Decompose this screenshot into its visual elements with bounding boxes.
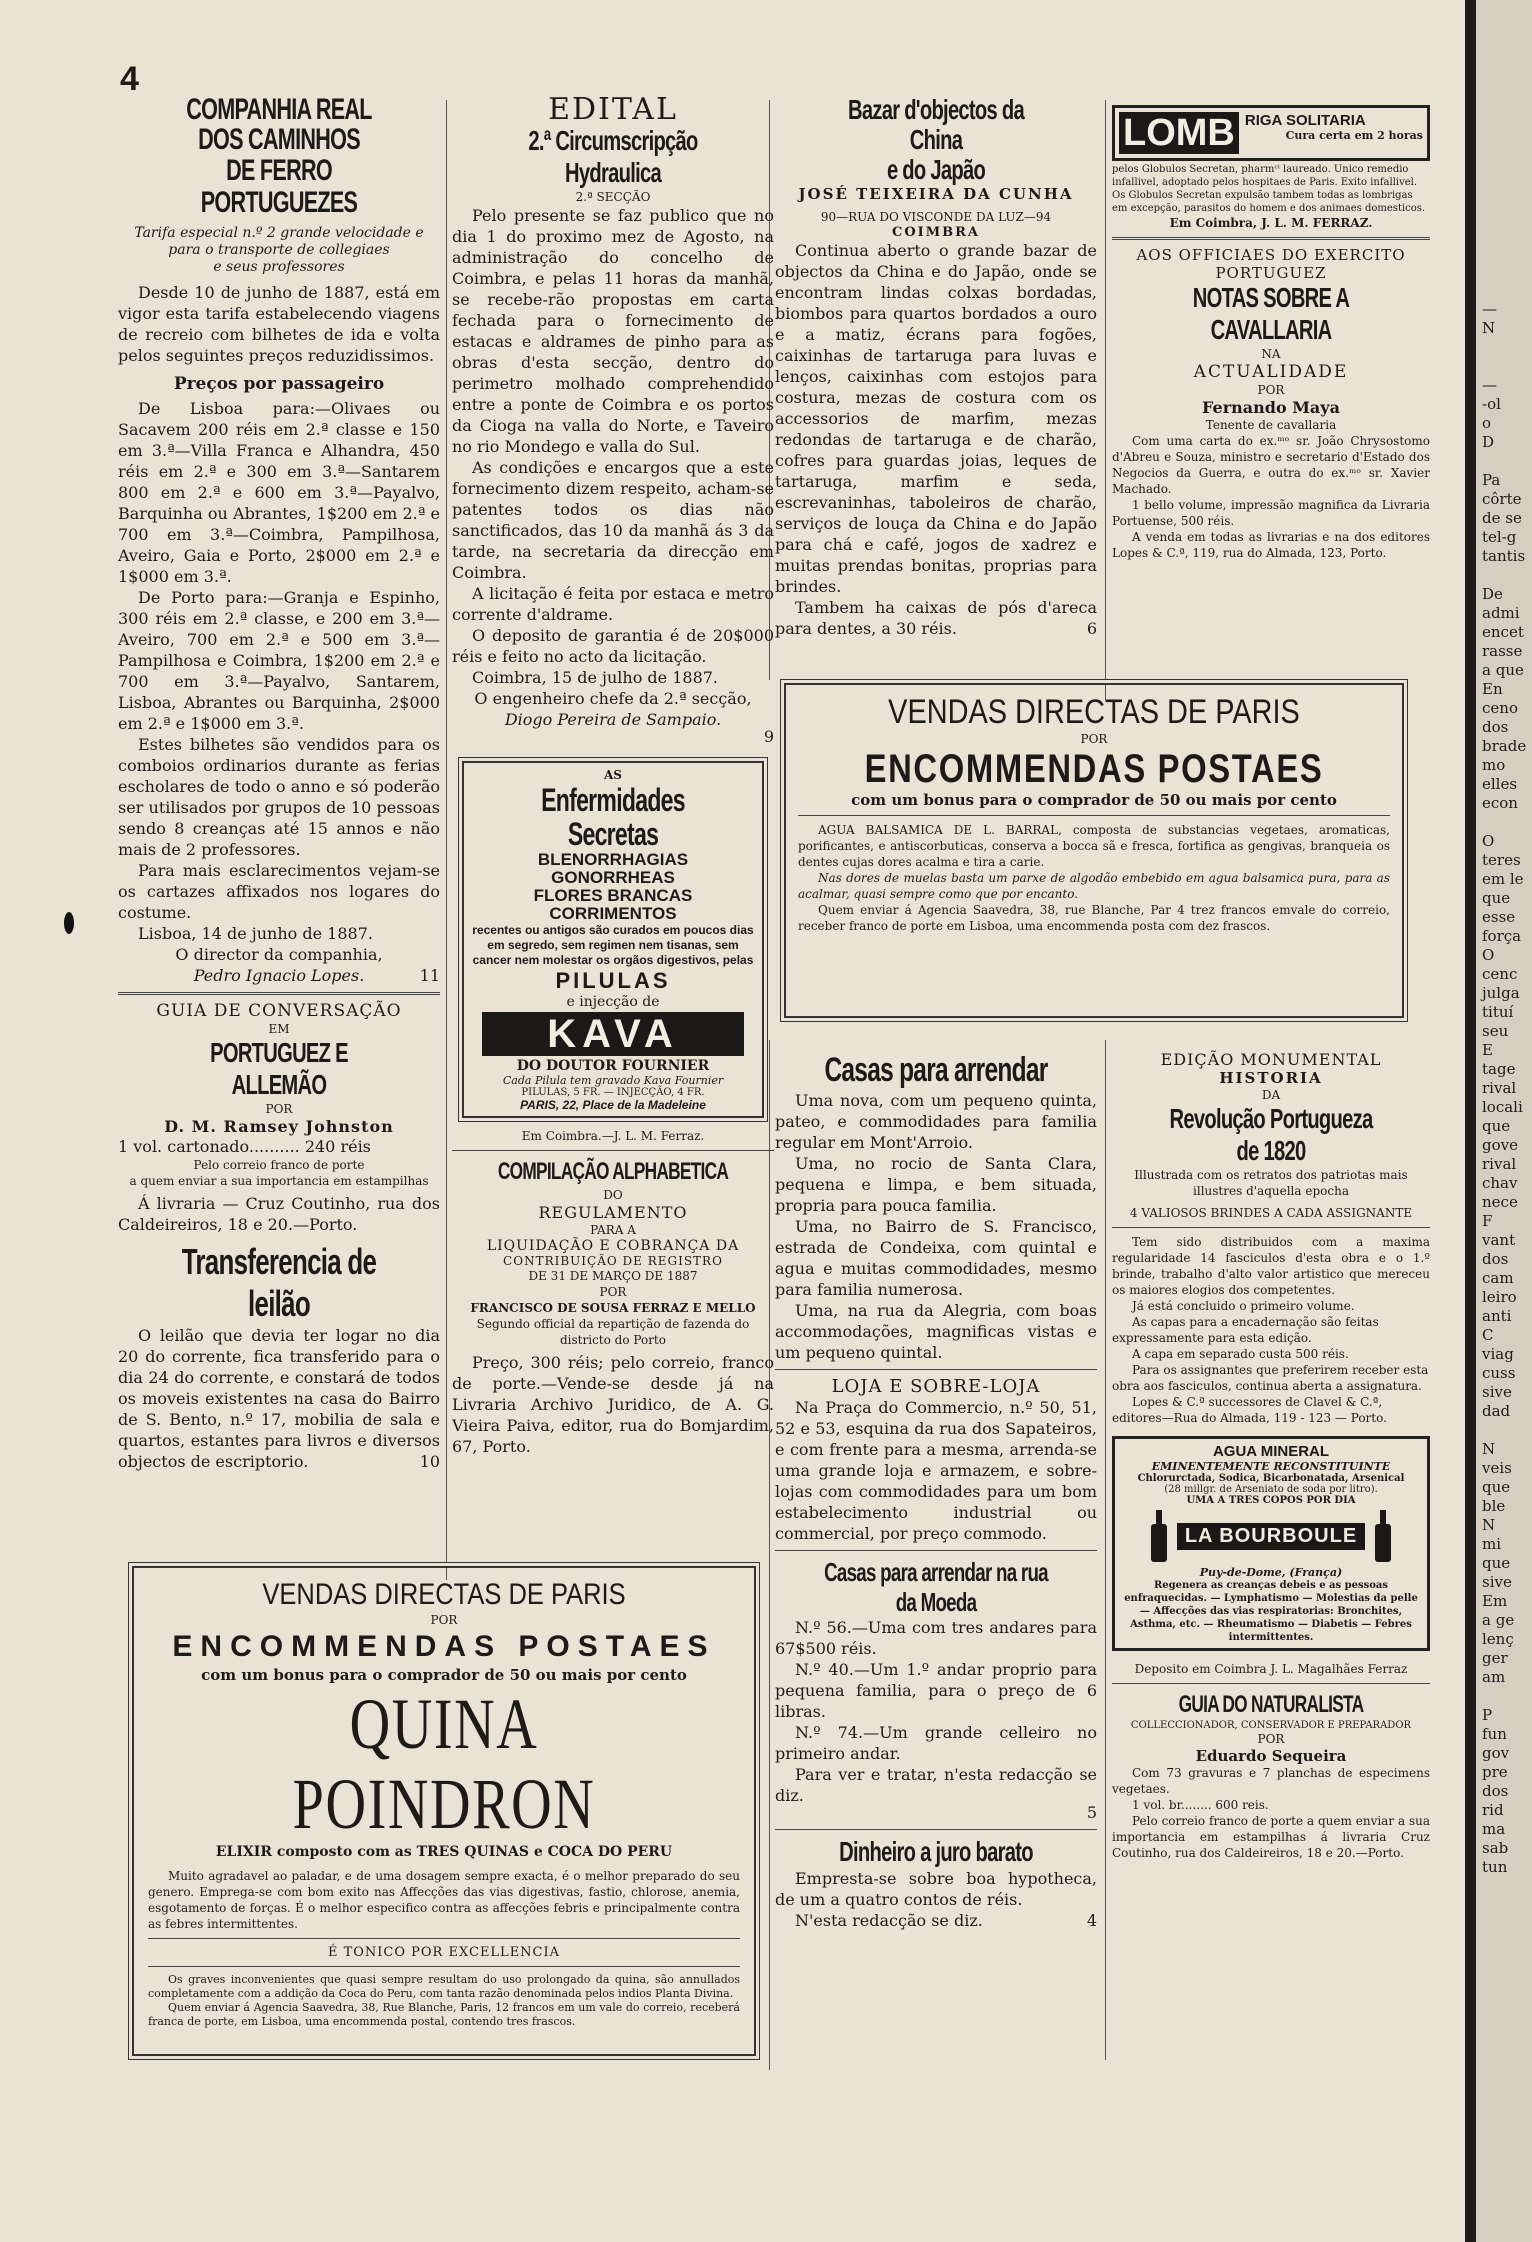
kava-doctor: DO DOUTOR FOURNIER: [516, 1058, 710, 1074]
water-line: Chlorurctada, Sodica, Bicarbonatada, Arsenical: [1137, 1473, 1405, 1484]
kava-as: AS: [604, 768, 622, 782]
adjacent-page-line: [1482, 1687, 1532, 1706]
railway-subtitle: para o transporte de collegiaes: [168, 242, 390, 258]
edital-notice: [452, 95, 774, 747]
compilation-line: POR: [599, 1285, 627, 1299]
quina-brand: QUINA POINDRON: [292, 1684, 596, 1844]
adjacent-page-line: F: [1482, 1212, 1493, 1230]
houses-item: Uma, na rua da Alegria, com boas accommodações, magnificas vistas e um pequeno quintal.: [775, 1301, 1097, 1362]
adjacent-page-line: lenç: [1482, 1630, 1514, 1648]
quina-tonic: É TONICO POR EXCELLENCIA: [327, 1945, 561, 1960]
quina-body: Quem enviar á Agencia Saavedra, 38, Rue Blanche, Paris, 12 francos em um vale do correio, receberá franca de porte, em Lisboa, uma encommenda postal, contendo tres frascos.: [148, 2001, 740, 2028]
bazar-body: Tambem ha caixas de pós d'areca para dentes, a 30 réis.: [775, 598, 1097, 638]
adjacent-page-line: tun: [1482, 1858, 1508, 1876]
railway-date: Lisboa, 14 de junho de 1887.: [138, 924, 373, 943]
adjacent-page-line: cam: [1482, 1269, 1514, 1287]
railway-paragraph: De Lisboa para:—Olivaes ou Sacavem 200 réis em 2.ª classe e 150 em 3.ª—Villa Franca e Alhandra, 450 réis em 2.ª e 300 em 3.ª—Santarem 800 em 2.ª e 600 em 3.ª—Payalvo, Barquinha ou Abrantes, 1$200 em 2.ª e 700 em 3.ª—Coimbra, Pampilhosa, Aveiro, Gaia e Porto, 2$000 em 2.ª e 1$000 em 3.ª.: [118, 399, 440, 586]
kava-injection: e injecção de: [566, 994, 660, 1010]
revolution-body: Lopes & C.ª successores de Clavel & C.ª, editores—Rua do Almada, 119 - 123 — Porto.: [1112, 1395, 1387, 1425]
auction-body: O leilão que devia ter logar no dia 20 do corrente, fica transferido para o dia 24 do corrente, e constará de todos os moveis existentes na casa do Bairro de S. Bento, n.º 17, mobilia de sala e quartos, estantes para livros e diversos objectos de escriptorio.: [118, 1326, 440, 1471]
edital-section: 2.ª SECÇÃO: [575, 190, 651, 204]
quina-sales-bonus: com um bonus para o comprador de 50 ou mais por cento: [201, 1666, 687, 1684]
adjacent-page-line: [1482, 357, 1532, 376]
ad-number: 4: [1086, 1911, 1097, 1930]
revolution-line: 4 VALIOSOS BRINDES A CADA ASSIGNANTE: [1129, 1206, 1413, 1220]
cavalry-body: A venda em todas as livrarias e na dos editores Lopes & C.ª, 119, rua do Almada, 123, Porto.: [1112, 530, 1430, 560]
kava-logo: KAVA: [482, 1012, 744, 1056]
bottle-icon: [1373, 1510, 1393, 1562]
adjacent-page-line: tage: [1482, 1060, 1516, 1078]
adjacent-page-line: O: [1482, 946, 1495, 964]
naturalist-line: COLLECCIONADOR, CONSERVADOR E PREPARADOR: [1130, 1720, 1412, 1731]
revolution-line: EDIÇÃO MONUMENTAL: [1160, 1050, 1382, 1069]
moeda-title-2: da Moeda: [895, 1587, 977, 1617]
edital-date: Coimbra, 15 de julho de 1887.: [472, 668, 719, 687]
quina-sales-por: POR: [430, 1613, 458, 1627]
moeda-item: N.º 74.—Um grande celleiro no primeiro andar.: [775, 1723, 1097, 1763]
kava-body: recentes ou antigos são curados em poucos dias em segredo, sem regimen nem tisanas, sem cancer nem molestar os orgãos digestivos, pelas: [472, 923, 754, 967]
adjacent-page-line: rid: [1482, 1801, 1504, 1819]
binding-hole: [64, 912, 74, 934]
railway-signature: Pedro Ignacio Lopes.: [193, 966, 365, 985]
divider: [775, 1369, 1097, 1370]
cavalry-line: PORTUGUEZ: [1215, 264, 1327, 282]
adjacent-page-line: vant: [1482, 1231, 1516, 1249]
naturalist-title: GUIA DO NATURALISTA: [1178, 1691, 1364, 1718]
adjacent-page-line: dos: [1482, 1250, 1509, 1268]
adjacent-page-line: ceno: [1482, 699, 1518, 717]
paris-sales-body: Quem enviar á Agencia Saavedra, 38, rue Blanche, Par 4 trez francos emvale do correio, receber franco de porte em Lisboa, uma encommenda posta com dez frascos.: [798, 903, 1390, 933]
divider: [1112, 1227, 1430, 1228]
moeda-title: Casas para arrendar na rua: [824, 1557, 1048, 1587]
cavalry-line: AOS OFFICIAES DO EXERCITO: [1136, 246, 1406, 264]
bazar-owner: JOSÉ TEIXEIRA DA CUNHA: [798, 185, 1074, 203]
ad-number: 9: [763, 727, 774, 746]
cavalry-body: 1 bello volume, impressão magnifica da Livraria Portuense, 500 réis.: [1112, 498, 1430, 528]
naturalist-body: Com 73 gravuras e 7 planchas de especimens vegetaes.: [1112, 1766, 1430, 1796]
naturalist-body: Pelo correio franco de porte a quem enviar a sua importancia em estampilhas á livraria Cruz Coutinho, rua dos Caldeireiros, 18 e 20.—Porto.: [1112, 1814, 1430, 1860]
adjacent-page-line: O: [1482, 832, 1495, 850]
bottle-icon: [1149, 1510, 1169, 1562]
revolution-line: HISTORIA: [1219, 1069, 1323, 1087]
column-2: [452, 95, 774, 1555]
railway-paragraph: Para mais esclarecimentos vejam-se os cartazes affixados nos logares do costume.: [118, 861, 440, 922]
adjacent-page-line: fun: [1482, 1725, 1507, 1743]
cavalry-rank: Tenente de cavallaria: [1205, 418, 1337, 432]
ad-number: 6: [1086, 619, 1097, 638]
adjacent-page-line: a ge: [1482, 1611, 1515, 1629]
loan-body: N'esta redacção se diz.: [795, 1911, 983, 1930]
adjacent-page-line: ble: [1482, 1497, 1506, 1515]
paris-sales-body: Nas dores de muelas basta um parxe de algodão embebido em agua balsamica pura, para as acalmar, quasi sempre como que por encanto.: [798, 871, 1390, 901]
compilation-line: REGULAMENTO: [538, 1203, 688, 1222]
adjacent-page-line: N: [1482, 1440, 1496, 1458]
compilation-line: LIQUIDAÇÃO E COBRANÇA DA: [486, 1238, 740, 1254]
kava-depot: Em Coimbra.—J. L. M. Ferraz.: [521, 1129, 705, 1143]
shop-title: LOJA E SOBRE-LOJA: [831, 1376, 1041, 1397]
adjacent-page-line: ma: [1482, 1820, 1506, 1838]
revolution-body: Tem sido distribuidos com a maxima regularidade 14 fasciculos d'esta obra e o 1.º brinde, trabalho d'alto valor artistico que mereceu os maiores elogios dos competentes.: [1112, 1235, 1430, 1297]
railway-subtitle: Tarifa especial n.º 2 grande velocidade e: [134, 225, 424, 241]
adjacent-page-line: —: [1482, 300, 1497, 318]
bazar-address: 90—RUA DO VISCONDE DA LUZ—94: [820, 210, 1052, 224]
compilation-ad: [452, 1157, 774, 1457]
column-divider: [1105, 100, 1106, 700]
kava-disease: GONORRHEAS: [551, 868, 675, 887]
adjacent-page-line: dos: [1482, 1782, 1509, 1800]
water-line: UMA A TRES COPOS POR DIA: [1186, 1495, 1356, 1506]
compilation-line: Segundo official da repartição de fazenda do districto do Porto: [476, 1317, 750, 1347]
conversation-guide-ad: [118, 1001, 440, 1235]
column-1: [118, 95, 440, 1535]
tapeworm-line: Cura certa em 2 horas: [1285, 129, 1423, 142]
railway-paragraph: Desde 10 de junho de 1887, está em vigor esta tarifa estabelecendo viagens de recreio com bilhetes de ida e volta pelos seguintes preços reduzidissimos.: [118, 283, 440, 365]
adjacent-page-line: sab: [1482, 1839, 1509, 1857]
adjacent-page-line: a que: [1482, 661, 1524, 679]
paris-sales-ad-2: [132, 1566, 756, 2056]
adjacent-page-line: tel-g: [1482, 528, 1517, 546]
kava-pills: PILULAS: [555, 968, 671, 993]
adjacent-page-line: -ol: [1482, 395, 1501, 413]
adjacent-page-line: cuss: [1482, 1364, 1516, 1382]
quina-sales-title: VENDAS DIRECTAS DE PARIS: [262, 1578, 626, 1611]
revolution-body: As capas para a encadernação são feitas expressamente para esta edição.: [1112, 1315, 1379, 1345]
paris-sales-por: POR: [1080, 732, 1108, 746]
edital-paragraph: A licitação é feita por estaca e metro corrente d'aldrame.: [452, 584, 774, 624]
moeda-item: N.º 56.—Uma com tres andares para 67$500 réis.: [775, 1618, 1097, 1658]
quina-sales-subtitle: ENCOMMENDAS POSTAES: [172, 1630, 716, 1663]
revolution-body: Já está concluido o primeiro volume.: [1132, 1299, 1355, 1313]
guide-title-2: PORTUGUEZ E ALLEMÃO: [210, 1037, 348, 1100]
adjacent-page-line: [1482, 338, 1532, 357]
compilation-title: COMPILAÇÃO ALPHABETICA: [497, 1158, 729, 1185]
edital-paragraph: O deposito de garantia é de 20$000 réis e feito no acto da licitação.: [452, 626, 774, 666]
adjacent-page-line: anti: [1482, 1307, 1512, 1325]
auction-title: Transferencia de leilão: [181, 1241, 377, 1324]
kava-disease: BLENORRHAGIAS: [537, 850, 689, 869]
bazar-title-2: e do Japão: [886, 154, 986, 185]
adjacent-page-line: pre: [1482, 1763, 1508, 1781]
divider: [775, 1550, 1097, 1551]
edital-title: EDITAL: [548, 95, 678, 127]
edital-paragraph: Pelo presente se faz publico que no dia 1 do proximo mez de Agosto, na administração do concelho de Coimbra, e pelas 11 horas da manhã, se recebe-rão propostas em carta fechada para o fornecimento de estacas e aldrames de pinho para as obras d'esta secção, dentro do perimetro molhado comprehendido entre a ponte de Coimbra e os portos da Cioga na valla do Norte, e Taveiro no rio Mondego e valla do Sul.: [452, 206, 774, 456]
edital-subtitle: 2.ª Circumscripção Hydraulica: [528, 125, 698, 188]
adjacent-page-line: [1482, 452, 1532, 471]
column-divider: [1105, 1040, 1106, 2060]
adjacent-page-line: En: [1482, 680, 1503, 698]
railway-title: COMPANHIA REAL DOS CAMINHOS: [186, 95, 372, 156]
edital-signature: Diogo Pereira de Sampaio.: [504, 710, 722, 729]
quina-body: Muito agradavel ao paladar, e de uma dosagem sempre exacta, é o melhor preparado do seu genero. Emprega-se com bom exito nas Affecções das vias digestivas, fastio, chlorose, anemia, esgotamento de forças. É o melhor especifico contra as affecções febris e principalmente contra as febres intermittentes.: [148, 1869, 740, 1931]
cavalry-author: Fernando Maya: [1202, 398, 1340, 417]
adjacent-page-line: em le: [1482, 870, 1524, 888]
kava-price: PILULAS, 5 FR. — INJECÇÃO, 4 FR.: [521, 1087, 705, 1098]
kava-ad: [462, 761, 764, 1118]
water-brand: LA BOURBOULE: [1177, 1523, 1365, 1550]
adjacent-page-line: [1482, 1421, 1532, 1440]
page-number: 4: [120, 60, 139, 98]
quina-body: Os graves inconvenientes que quasi sempre resultam do uso prolongado da quina, são annullados completamente com a addição da Coca do Peru, com tanta razão denominada pelos indios Planta Divina.: [148, 1973, 740, 2000]
paris-sales-bonus: com um bonus para o comprador de 50 ou mais por cento: [851, 791, 1337, 809]
revolution-title: Revolução Portugueza de 1820: [1169, 1103, 1373, 1166]
kava-stamp: Cada Pilula tem gravado Kava Fournier: [502, 1074, 724, 1087]
moeda-item: Para ver e tratar, n'esta redacção se diz.: [775, 1765, 1097, 1805]
railway-paragraph: De Porto para:—Granja e Espinho, 300 réis em 2.ª classe, e 200 em 3.ª—Aveiro, 700 em 2.ª e 500 em 3.ª—Pampilhosa e Coimbra, 1$200 em 2.ª e 700 em 3.ª—Payalvo, Santarem, Lisboa, Abrantes ou Barquinha, 2$000 em 2.ª e 1$000 em 3.ª.: [118, 588, 440, 733]
bazar-title: Bazar d'objectos da China: [848, 95, 1024, 155]
compilation-author: FRANCISCO DE SOUSA FERRAZ E MELLO: [470, 1301, 756, 1315]
adjacent-page-line: cenc: [1482, 965, 1518, 983]
railway-subtitle: e seus professores: [213, 259, 345, 275]
adjacent-page-line: rival: [1482, 1155, 1517, 1173]
divider: [1112, 1683, 1430, 1684]
revolution-line: DA: [1261, 1088, 1281, 1102]
compilation-line: DE 31 DE MARÇO DE 1887: [528, 1269, 698, 1283]
column-divider: [446, 100, 447, 1580]
bazar-body: Continua aberto o grande bazar de objectos da China e do Japão, onde se encontram lindas colxas bordadas, biombos para quartos bordados a ouro e a matiz, écrans para fogões, caixinhas de tartaruga para luvas e lenços, caixinhas com estojos para costura, mezas de costura com os accessorios de marfim, mezas redondas de tartaruga e de charão, cofres para guardas joias, leques de tartaruga, marfim e seda, escrevaninhas, taboleiros de charão, serviços de louça da China e do Japão para chá e café, jogos de xadrez e muitas prendas bonitas, proprias para brindes.: [775, 241, 1097, 596]
edital-signature: O engenheiro chefe da 2.ª secção,: [474, 689, 752, 708]
adjacent-page-line: força: [1482, 927, 1522, 945]
ad-number: 5: [1086, 1803, 1097, 1822]
railway-signature: O director da companhia,: [175, 945, 383, 964]
kava-title: Enfermidades Secretas: [541, 782, 685, 852]
mineral-water-ad: [1112, 1436, 1430, 1651]
divider: [1112, 237, 1430, 240]
guide-line: Á livraria — Cruz Coutinho, rua dos Caldeireiros, 18 e 20.—Porto.: [118, 1194, 440, 1234]
revolution-body: A capa em separado custa 500 réis.: [1132, 1347, 1349, 1361]
tapeworm-title: RIGA SOLITARIA: [1244, 112, 1366, 129]
guide-author: D. M. Ramsey Johnston: [164, 1117, 394, 1136]
column-3-lower: [775, 1050, 1097, 2070]
adjacent-page-line: rasse: [1482, 642, 1523, 660]
column-3: [775, 95, 1097, 655]
adjacent-page-line: rival: [1482, 1079, 1517, 1097]
adjacent-page-line: nece: [1482, 1193, 1518, 1211]
adjacent-page-line: côrte: [1482, 490, 1522, 508]
adjacent-page-line: dad: [1482, 1402, 1511, 1420]
quina-elixir: ELIXIR composto com as TRES QUINAS e COCA DO PERU: [215, 1844, 673, 1860]
water-line: Regenera as creanças debeis e as pessoas enfraquecidas. — Lymphatismo — Molestias da pelle — Affecções das vias respiratorias: Bronchites, Asthma, etc. — Rheumatismo — Diabetis — Febres intermittentes.: [1124, 1580, 1418, 1643]
water-line: EMINENTEMENTE RECONSTITUINTE: [1151, 1460, 1391, 1473]
houses-title: Casas para arrendar: [824, 1051, 1048, 1089]
adjacent-page-line: tantis: [1482, 547, 1526, 565]
adjacent-page-line: [1482, 566, 1532, 585]
adjacent-page-line: viag: [1482, 1345, 1514, 1363]
adjacent-page-line: gov: [1482, 1744, 1510, 1762]
adjacent-page-line: Em: [1482, 1592, 1508, 1610]
adjacent-page-line: admi: [1482, 604, 1520, 622]
cavalry-body: Com uma carta do ex.ᵐᵒ sr. João Chrysostomo d'Abreu e Souza, ministro e secretario d'Estado dos Negocios da Guerra, e outra do ex.ᵐᵒ sr. Xavier Machado.: [1112, 434, 1430, 496]
adjacent-page-line: que: [1482, 889, 1511, 907]
compilation-line: DO: [603, 1188, 623, 1202]
guide-line: Pelo correio franco de porte: [193, 1158, 365, 1172]
adjacent-page-line: N: [1482, 1516, 1496, 1534]
kava-disease: CORRIMENTOS: [549, 904, 677, 923]
adjacent-page-line: mi: [1482, 1535, 1502, 1553]
adjacent-page-line: Pa: [1482, 471, 1501, 489]
adjacent-page-strip: [1476, 0, 1532, 2242]
adjacent-page-line: tituí: [1482, 1003, 1514, 1021]
moeda-item: N.º 40.—Um 1.º andar proprio para pequena familia, para o preço de 6 libras.: [775, 1660, 1097, 1721]
cavalry-title: NOTAS SOBRE A CAVALLARIA: [1192, 282, 1350, 345]
bazar-city: COIMBRA: [891, 225, 981, 240]
adjacent-page-line: que: [1482, 1117, 1511, 1135]
divider: [452, 1150, 774, 1151]
adjacent-page-line: D: [1482, 433, 1495, 451]
divider: [118, 992, 440, 995]
water-line: (28 millgr. de Arseniato de soda por litro).: [1164, 1484, 1378, 1495]
adjacent-page-line: julga: [1482, 984, 1520, 1002]
adjacent-page-line: teres: [1482, 851, 1521, 869]
water-depot: Deposito em Coimbra J. L. Magalhães Ferraz: [1134, 1662, 1408, 1676]
guide-line: a quem enviar a sua importancia em estampilhas: [129, 1174, 429, 1188]
adjacent-page-line: C: [1482, 1326, 1494, 1344]
adjacent-page-line: De: [1482, 585, 1503, 603]
tapeworm-depot: Em Coimbra, J. L. M. FERRAZ.: [1169, 216, 1373, 230]
adjacent-page-line: mo: [1482, 756, 1506, 774]
compilation-line: PARA A: [590, 1223, 636, 1237]
adjacent-page-line: elles: [1482, 775, 1518, 793]
naturalist-line: POR: [1257, 1732, 1285, 1746]
guide-em: EM: [268, 1022, 290, 1036]
paris-sales-body: AGUA BALSAMICA DE L. BARRAL, composta de substancias vegetaes, aromaticas, porificantes, e antiscorbuticas, conserva a bocca sã e fresca, fortifica as gengivas, branqueia os dentes cujas dores acalma e tira a carie.: [798, 823, 1390, 869]
adjacent-page-line: leiro: [1482, 1288, 1517, 1306]
adjacent-page-line: gove: [1482, 1136, 1518, 1154]
adjacent-page-line: [1482, 813, 1532, 832]
adjacent-page-line: ger: [1482, 1649, 1508, 1667]
adjacent-page-line: que: [1482, 1478, 1511, 1496]
adjacent-page-line: seu: [1482, 1022, 1509, 1040]
adjacent-page-line: dos: [1482, 718, 1509, 736]
adjacent-page-line: o: [1482, 414, 1492, 432]
kava-address: PARIS, 22, Place de la Madeleine: [520, 1098, 706, 1112]
adjacent-page-line: chav: [1482, 1174, 1518, 1192]
railway-title-2: DE FERRO PORTUGUEZES: [200, 154, 358, 219]
cavalry-line: ACTUALIDADE: [1193, 362, 1349, 382]
adjacent-page-line: econ: [1482, 794, 1518, 812]
naturalist-body: 1 vol. br........ 600 reis.: [1132, 1798, 1269, 1812]
tapeworm-logo: LOMB: [1119, 112, 1239, 154]
paris-sales-ad-1: [784, 683, 1404, 1018]
paris-sales-title: VENDAS DIRECTAS DE PARIS: [888, 693, 1300, 731]
revolution-line: Illustrada com os retratos dos patriotas mais illustres d'aquella epocha: [1134, 1168, 1408, 1198]
cavalry-line: NA: [1261, 347, 1281, 361]
compilation-body: Preço, 300 réis; pelo correio, franco de porte.—Vende-se desde já na Livraria Archivo Juridico, de A. G. Vieira Paiva, editor, rua do Bomjardim, 67, Porto.: [452, 1353, 774, 1456]
adjacent-page-line: que: [1482, 1554, 1511, 1572]
prices-heading: Preços por passageiro: [173, 374, 385, 394]
divider: [148, 1938, 740, 1939]
water-line: Puy-de-Dome, (França): [1199, 1566, 1343, 1579]
guide-title: GUIA DE CONVERSAÇÃO: [156, 1001, 402, 1021]
adjacent-page-line: locali: [1482, 1098, 1523, 1116]
paris-sales-subtitle: ENCOMMENDAS POSTAES: [864, 747, 1324, 791]
ad-number: 10: [419, 1452, 440, 1471]
guide-por: POR: [265, 1102, 293, 1116]
divider: [148, 1966, 740, 1967]
naturalist-author: Eduardo Sequeira: [1195, 1747, 1347, 1765]
adjacent-page-line: sive: [1482, 1573, 1512, 1591]
houses-item: Uma, no rocio de Santa Clara, pequena e limpa, e bem situada, propria para pouca familia.: [775, 1154, 1097, 1215]
tapeworm-ad: [1112, 105, 1430, 161]
kava-disease: FLORES BRANCAS: [533, 886, 693, 905]
adjacent-page-line: brade: [1482, 737, 1527, 755]
adjacent-page-line: —: [1482, 376, 1497, 394]
railway-paragraph: Estes bilhetes são vendidos para os comboios ordinarios durante as ferias escholares de todo o anno e só poderão ser utilisados por grupos de 10 pessoas sendo 8 creanças até 15 annos e não mais de 2 professores.: [118, 735, 440, 859]
adjacent-page-line: veis: [1482, 1459, 1512, 1477]
loan-title: Dinheiro a juro barato: [839, 1836, 1033, 1867]
adjacent-page-line: esse: [1482, 908, 1516, 926]
adjacent-page-line: am: [1482, 1668, 1506, 1686]
compilation-line: CONTRIBUIÇÃO DE REGISTRO: [503, 1254, 723, 1268]
adjacent-page-line: de se: [1482, 509, 1522, 527]
edital-paragraph: As condições e encargos que a este fornecimento dizem respeito, acham-se patentes todos os dias não sanctificados, das 10 da manhã ás 3 da tarde, na secretaria da direcção em Coimbra.: [452, 458, 774, 582]
houses-item: Uma nova, com um pequeno quinta, pateo, e commodidades para familia regular em Mont'Arroio.: [775, 1091, 1097, 1152]
column-4-lower: [1112, 1050, 1430, 2070]
water-title: AGUA MINERAL: [1212, 1443, 1330, 1460]
cavalry-line: POR: [1257, 383, 1285, 397]
divider: [798, 815, 1390, 816]
revolution-body: Para os assignantes que preferirem receber esta obra aos fasciculos, continua aberta a assignatura.: [1112, 1363, 1429, 1393]
auction-notice: [118, 1241, 440, 1472]
loan-body: Empresta-se sobre boa hypotheca, de um a quatro contos de réis.: [775, 1869, 1097, 1909]
adjacent-page-line: N: [1482, 319, 1496, 337]
divider: [775, 1829, 1097, 1830]
adjacent-page-line: encet: [1482, 623, 1524, 641]
railway-notice: [118, 95, 440, 986]
adjacent-page-line: E: [1482, 1041, 1493, 1059]
tapeworm-body: pelos Globulos Secretan, pharmᶜⁱ laureado. Unico remedio infallivel, adoptado pelos hospitaes de Paris. Exito infallivel. Os Globulos Secretan expulsão tambem todas as lombrigas em excepção, parasitos do homem e dos animaes domesticos.: [1112, 164, 1426, 214]
adjacent-page-line: P: [1482, 1706, 1493, 1724]
guide-price: 1 vol. cartonado.......... 240 réis: [118, 1137, 371, 1156]
houses-item: Uma, no Bairro de S. Francisco, estrada de Condeixa, com quintal e agua e muitas commodidades, mesmo para familia numerosa.: [775, 1217, 1097, 1299]
adjacent-page-line: sive: [1482, 1383, 1512, 1401]
shop-body: Na Praça do Commercio, n.º 50, 51, 52 e 53, esquina da rua dos Sapateiros, e com frente para a mesma, arrenda-se uma grande loja e armazem, e sobre-lojas com commodidades para um bom estabelecimento industrial ou commercial, por preço commodo.: [775, 1398, 1097, 1543]
ad-number: 11: [419, 966, 440, 985]
